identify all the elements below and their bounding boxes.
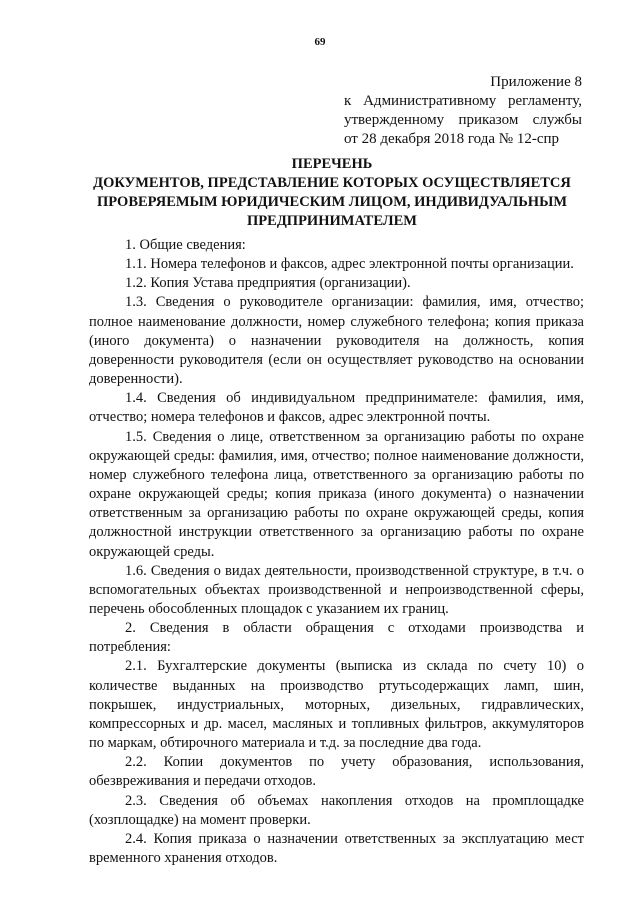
appendix-number: Приложение 8	[490, 74, 582, 90]
item-2-4: 2.4. Копия приказа о назначении ответственных за эксплуатацию мест временного хранения отходов.	[89, 830, 584, 866]
document-body	[89, 236, 584, 868]
item-2-2: 2.2. Копии документов по учету образования, использования, обезвреживания и передачи отходов.	[89, 754, 584, 790]
item-1-3: 1.3. Сведения о руководителе организации: фамилия, имя, отчество; полное наименование должности, номер служебного телефона; копия приказа (иного документа) о назначении руководителя на должность, копия доверенности руководителя (если он осуществляет руководство на основании доверенности).	[89, 294, 584, 388]
section-2-heading: 2. Сведения в области обращения с отходами производства и потребления:	[89, 620, 584, 656]
item-1-1: 1.1. Номера телефонов и факсов, адрес электронной почты организации.	[125, 256, 574, 273]
appendix-approval-line: утвержденному приказом службы	[344, 112, 582, 128]
document-title	[80, 155, 584, 231]
title-line-4: ПРЕДПРИНИМАТЕЛЕМ	[247, 213, 417, 229]
item-2-1: 2.1. Бухгалтерские документы (выписка из склада по счету 10) о количестве выданных на производство ртутьсодержащих ламп, шин, покрышек, индустриальных, моторных, дизельных, гидравлических, компрессорных и др. масел, масляных и топливных фильтров, аккумуляторов по маркам, обтирочного материала и т.д. за последние два года.	[89, 658, 584, 752]
title-line-2: ДОКУМЕНТОВ, ПРЕДСТАВЛЕНИЕ КОТОРЫХ ОСУЩЕСТВЛЯЕТСЯ	[93, 175, 571, 191]
title-line-3: ПРОВЕРЯЕМЫМ ЮРИДИЧЕСКИМ ЛИЦОМ, ИНДИВИДУАЛЬНЫМ	[96, 194, 568, 210]
appendix-reference-line: к Административному регламенту,	[344, 93, 582, 109]
appendix-date-line: от 28 декабря 2018 года № 12-спр	[344, 131, 560, 147]
title-heading: ПЕРЕЧЕНЬ	[291, 156, 373, 172]
page-number: 69	[314, 36, 326, 48]
appendix-block	[344, 73, 582, 149]
item-2-3: 2.3. Сведения об объемах накопления отходов на промплощадке (хозплощадке) на момент проверки.	[89, 792, 584, 828]
item-1-6: 1.6. Сведения о видах деятельности, производственной структуре, в т.ч. о вспомогательных объектах производственной и непроизводственной сферы, перечень обособленных площадок с указанием их границ.	[89, 562, 584, 617]
section-1-heading: 1. Общие сведения:	[125, 237, 246, 253]
item-1-4: 1.4. Сведения об индивидуальном предпринимателе: фамилия, имя, отчество; номера телефонов и факсов, адрес электронной почты.	[89, 390, 584, 426]
item-1-2: 1.2. Копия Устава предприятия (организации).	[125, 275, 411, 292]
item-1-5: 1.5. Сведения о лице, ответственном за организацию работы по охране окружающей среды: фамилия, имя, отчество; полное наименование должности, номер служебного телефона лица, ответственного за организацию работы по охране окружающей среды; копия приказа (иного документа) о назначении ответственным за организацию работы по охране окружающей среды, копия должностной инструкции ответственного за организацию работы по охране окружающей среды.	[89, 428, 584, 560]
